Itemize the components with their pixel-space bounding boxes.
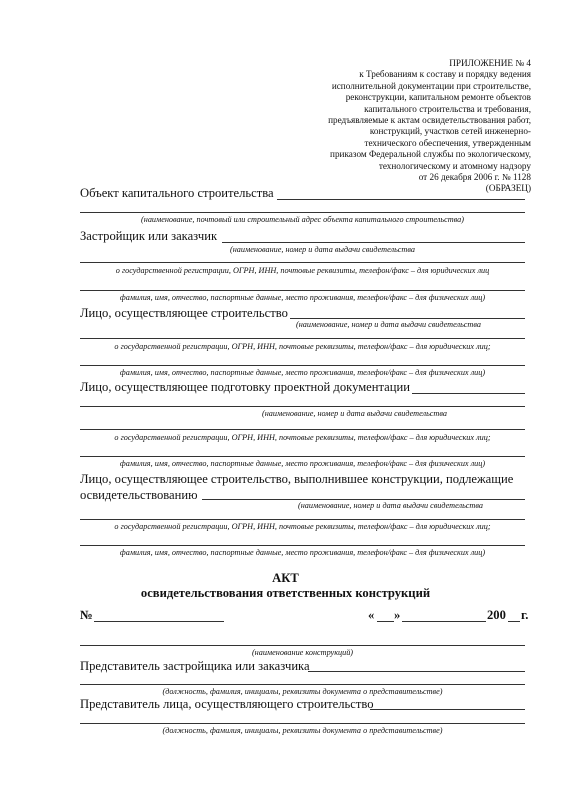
rep-builder-label: Представитель лица, осуществляющего строительство <box>80 697 374 711</box>
appendix-line: ПРИЛОЖЕНИЕ № 4 <box>449 58 531 68</box>
act-number-field[interactable] <box>94 621 224 622</box>
appendix-line: капитального строительства и требования, <box>364 103 531 114</box>
designer-label: Лицо, осуществляющее подготовку проектной документации <box>80 380 410 394</box>
designer-hint1: (наименование, номер и дата выдачи свидетельства <box>262 409 447 418</box>
builder-hint2: о государственной регистрации, ОГРН, ИНН, почтовые реквизиты, телефон/факс – для юридических лиц; <box>114 342 491 351</box>
designer-hint3: фамилия, имя, отчество, паспортные данные, место проживания, телефон/факс – для физических лиц) <box>119 459 486 468</box>
builder-hint3: фамилия, имя, отчество, паспортные данные, место проживания, телефон/факс – для физических лиц) <box>119 368 486 377</box>
appendix-header <box>281 58 531 195</box>
appendix-line: реконструкции, капитальном ремонте объектов <box>345 92 531 103</box>
date-year-field[interactable] <box>508 621 520 622</box>
object-hint: (наименование, почтовый или строительный адрес объекта капитального строительства) <box>141 215 464 224</box>
rep-developer-label: Представитель застройщика или заказчика <box>80 659 310 673</box>
developer-label: Застройщик или заказчик <box>80 229 218 243</box>
performer-hint1: (наименование, номер и дата выдачи свидетельства <box>298 501 483 510</box>
appendix-line: приказом Федеральной службы по экологическому, <box>330 149 531 160</box>
appendix-line: к Требованиям к составу и порядку ведения <box>359 69 531 80</box>
date-day-field[interactable] <box>377 621 394 622</box>
appendix-line: исполнительной документации при строительстве, <box>331 80 531 91</box>
appendix-line: технологическому и атомному надзору <box>378 160 531 171</box>
designer-field-line4[interactable] <box>80 456 525 457</box>
date-year-suffix: г. <box>521 608 529 622</box>
appendix-line: конструкций, участков сетей инженерно- <box>369 126 531 137</box>
developer-field[interactable] <box>222 242 525 243</box>
rep-builder-field-line2[interactable] <box>80 723 525 724</box>
appendix-line: (ОБРАЗЕЦ) <box>485 183 531 194</box>
builder-hint1: (наименование, номер и дата выдачи свидетельства <box>296 320 481 329</box>
appendix-line: технического обеспечения, утвержденным <box>364 137 531 148</box>
performer-field[interactable] <box>202 499 525 500</box>
date-close-quote: » <box>394 608 401 622</box>
rep-developer-field-line2[interactable] <box>80 684 525 685</box>
structure-field[interactable] <box>80 645 525 646</box>
designer-field-line3[interactable] <box>80 429 525 430</box>
performer-hint2: о государственной регистрации, ОГРН, ИНН, почтовые реквизиты, телефон/факс – для юридических лиц; <box>114 522 491 531</box>
performer-field-line3[interactable] <box>80 545 525 546</box>
designer-field[interactable] <box>412 393 525 394</box>
act-number-sign: № <box>80 608 93 622</box>
builder-field-line3[interactable] <box>80 365 525 366</box>
developer-field-line2[interactable] <box>80 262 525 263</box>
object-label: Объект капитального строительства <box>80 186 274 200</box>
date-open-quote: « <box>368 608 375 622</box>
developer-hint3: фамилия, имя, отчество, паспортные данные, место проживания, телефон/факс – для физических лиц) <box>119 293 486 302</box>
rep-developer-field[interactable] <box>308 671 525 672</box>
developer-hint2: о государственной регистрации, ОГРН, ИНН, почтовые реквизиты, телефон/факс – для юридических лиц <box>115 266 490 275</box>
designer-field-line2[interactable] <box>80 406 525 407</box>
designer-hint2: о государственной регистрации, ОГРН, ИНН, почтовые реквизиты, телефон/факс – для юридических лиц; <box>114 433 491 442</box>
structure-hint: (наименование конструкций) <box>251 648 354 657</box>
object-field-line2[interactable] <box>80 212 525 213</box>
developer-field-line3[interactable] <box>80 290 525 291</box>
performer-hint3: фамилия, имя, отчество, паспортные данные, место проживания, телефон/факс – для физических лиц) <box>119 548 486 557</box>
act-title: АКТ <box>272 571 299 585</box>
builder-field[interactable] <box>290 318 525 319</box>
rep-builder-hint: (должность, фамилия, инициалы, реквизиты документа о представительстве) <box>162 726 443 735</box>
appendix-line: предъявляемые к актам освидетельствования работ, <box>328 115 531 126</box>
date-month-field[interactable] <box>402 621 486 622</box>
performer-field-line2[interactable] <box>80 519 525 520</box>
performer-label-line1: Лицо, осуществляющее строительство, выполнившее конструкции, подлежащие <box>80 472 514 486</box>
act-subtitle: освидетельствования ответственных конструкций <box>140 586 431 600</box>
developer-hint1: (наименование, номер и дата выдачи свидетельства <box>230 245 415 254</box>
builder-label: Лицо, осуществляющее строительство <box>80 306 288 320</box>
rep-developer-hint: (должность, фамилия, инициалы, реквизиты документа о представительстве) <box>162 687 443 696</box>
object-field[interactable] <box>277 199 525 200</box>
appendix-line: от 26 декабря 2006 г. № 1128 <box>418 172 531 183</box>
performer-label-line2: освидетельствованию <box>80 488 198 502</box>
builder-field-line2[interactable] <box>80 338 525 339</box>
date-year-prefix: 200 <box>487 608 506 622</box>
rep-builder-field[interactable] <box>370 709 525 710</box>
